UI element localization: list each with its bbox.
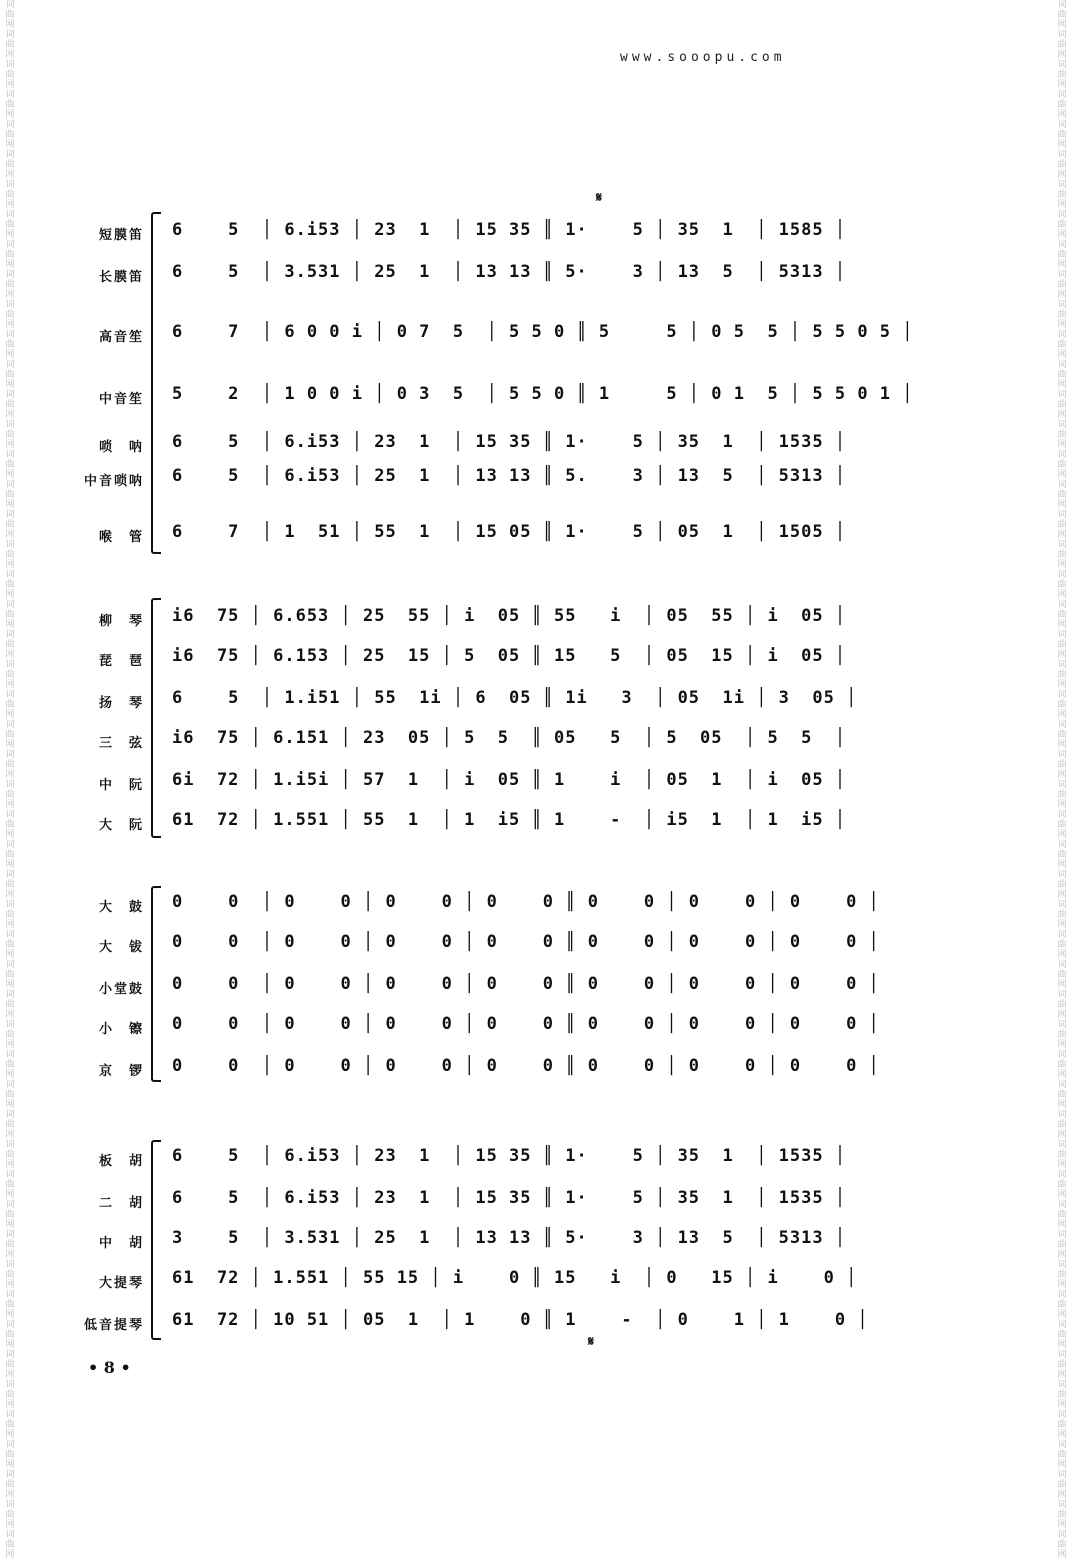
watermark-right: 词曲网词曲网词曲网词曲网词曲网词曲网词曲网词曲网词曲网词曲网词曲网词曲网词曲网词曲网词曲网词曲网词曲网词曲网词曲网词曲网词曲网词曲网词曲网词曲网词曲网词曲网词曲网词曲网词曲网词曲网词曲网词曲网词曲网词曲网词曲网词曲网词曲网词曲网词曲网词曲网词曲网词曲网词曲网词曲网词曲网词曲网词曲网词曲网词曲网词曲网词曲网词曲网: [1057, 0, 1067, 1560]
instrument-label: 喉 管: [98, 530, 144, 545]
instrument-label: 京 锣: [98, 1064, 144, 1079]
staff-notes: 0 0 │ 0 0 │ 0 0 │ 0 0 ║ 0 0 │ 0 0 │ 0 0 │: [172, 1056, 880, 1076]
instrument-label: 柳 琴: [98, 614, 144, 629]
staff-row: [0, 928, 1074, 962]
staff-row: [0, 1184, 1074, 1218]
instrument-label: 短膜笛: [98, 228, 144, 243]
staff-row: [0, 1306, 1074, 1340]
staff-notes: 6 5 │ 6.i53 │ 23 1 │ 15 35 ║ 1· 5 │ 35 1 │ 1535 │: [172, 1188, 847, 1208]
instrument-label: 中 胡: [98, 1236, 144, 1251]
staff-row: [0, 258, 1074, 292]
staff-notes: 61 72 │ 1.551 │ 55 1 │ 1 i5 ║ 1 - │ i5 1 │ 1 i5 │: [172, 810, 847, 830]
staff-row: [0, 806, 1074, 840]
staff-notes: 6 5 │ 6.i53 │ 25 1 │ 13 13 ║ 5. 3 │ 13 5 │ 5313 │: [172, 466, 847, 486]
instrument-label: 唢 呐: [98, 440, 144, 455]
instrument-label: 二 胡: [98, 1196, 144, 1211]
instrument-label: 低音提琴: [83, 1318, 144, 1333]
staff-notes: 6 5 │ 6.i53 │ 23 1 │ 15 35 ║ 1· 5 │ 35 1 │ 1535 │: [172, 1146, 847, 1166]
staff-notes: 61 72 │ 1.551 │ 55 15 │ i 0 ║ 15 i │ 0 15 │ i 0 │: [172, 1268, 858, 1288]
staff-notes: 6 5 │ 3.531 │ 25 1 │ 13 13 ║ 5· 3 │ 13 5 │ 5313 │: [172, 262, 847, 282]
staff-notes: 3 5 │ 3.531 │ 25 1 │ 13 13 ║ 5· 3 │ 13 5 │ 5313 │: [172, 1228, 847, 1248]
instrument-label: 大 钹: [98, 940, 144, 955]
staff-notes: i6 75 │ 6.653 │ 25 55 │ i 05 ║ 55 i │ 05 55 │ i 05 │: [172, 606, 847, 626]
instrument-label: 小堂鼓: [98, 982, 144, 997]
staff-row: [0, 1010, 1074, 1044]
instrument-label: 长膜笛: [98, 270, 144, 285]
watermark-left: 词曲网词曲网词曲网词曲网词曲网词曲网词曲网词曲网词曲网词曲网词曲网词曲网词曲网词曲网词曲网词曲网词曲网词曲网词曲网词曲网词曲网词曲网词曲网词曲网词曲网词曲网词曲网词曲网词曲网词曲网词曲网词曲网词曲网词曲网词曲网词曲网词曲网词曲网词曲网词曲网词曲网词曲网词曲网词曲网词曲网词曲网词曲网词曲网词曲网词曲网词曲网词曲网: [5, 0, 15, 1560]
staff-notes: 61 72 │ 10 51 │ 05 1 │ 1 0 ║ 1 - │ 0 1 │ 1 0 │: [172, 1310, 869, 1330]
instrument-label: 中音唢呐: [83, 474, 144, 489]
instrument-label: 中 阮: [98, 778, 144, 793]
staff-notes: 6 5 │ 1.i51 │ 55 1i │ 6 05 ║ 1i 3 │ 05 1i │ 3 05 │: [172, 688, 858, 708]
staff-row: [0, 970, 1074, 1004]
instrument-label: 大提琴: [98, 1276, 144, 1291]
instrument-label: 高音笙: [98, 330, 144, 345]
staff-row: [0, 1264, 1074, 1298]
staff-notes: 0 0 │ 0 0 │ 0 0 │ 0 0 ║ 0 0 │ 0 0 │ 0 0 │: [172, 932, 880, 952]
staff-row: [0, 766, 1074, 800]
staff-row: [0, 724, 1074, 758]
staff-row: [0, 642, 1074, 676]
instrument-label: 三 弦: [98, 736, 144, 751]
staff-row: [0, 380, 1074, 414]
staff-row: [0, 1224, 1074, 1258]
segno-top: 𝄋: [596, 190, 603, 206]
staff-row: [0, 684, 1074, 718]
instrument-label: 琵 琶: [98, 654, 144, 669]
staff-row: [0, 1052, 1074, 1086]
instrument-label: 中音笙: [98, 392, 144, 407]
instrument-label: 大 阮: [98, 818, 144, 833]
segno-bottom: 𝄋: [588, 1334, 595, 1350]
staff-notes: 0 0 │ 0 0 │ 0 0 │ 0 0 ║ 0 0 │ 0 0 │ 0 0 │: [172, 1014, 880, 1034]
staff-notes: 6i 72 │ 1.i5i │ 57 1 │ i 05 ║ 1 i │ 05 1 │ i 05 │: [172, 770, 847, 790]
staff-notes: 6 5 │ 6.i53 │ 23 1 │ 15 35 ║ 1· 5 │ 35 1 │ 1535 │: [172, 432, 847, 452]
page-number: • 8 •: [88, 1358, 131, 1377]
staff-row: [0, 1142, 1074, 1176]
staff-row: [0, 462, 1074, 496]
staff-notes: i6 75 │ 6.151 │ 23 05 │ 5 5 ║ 05 5 │ 5 05 │ 5 5 │: [172, 728, 847, 748]
instrument-label: 小 镲: [98, 1022, 144, 1037]
staff-notes: 0 0 │ 0 0 │ 0 0 │ 0 0 ║ 0 0 │ 0 0 │ 0 0 │: [172, 974, 880, 994]
staff-notes: i6 75 │ 6.153 │ 25 15 │ 5 05 ║ 15 5 │ 05 15 │ i 05 │: [172, 646, 847, 666]
staff-notes: 6 5 │ 6.i53 │ 23 1 │ 15 35 ║ 1· 5 │ 35 1 │ 1585 │: [172, 220, 847, 240]
staff-notes: 0 0 │ 0 0 │ 0 0 │ 0 0 ║ 0 0 │ 0 0 │ 0 0 │: [172, 892, 880, 912]
staff-row: [0, 602, 1074, 636]
staff-row: [0, 888, 1074, 922]
site-url: www.sooopu.com: [620, 50, 786, 65]
instrument-label: 扬 琴: [98, 696, 144, 711]
staff-notes: 6 7 │ 6 0 0 i │ 0 7 5 │ 5 5 0 ║ 5 5 │ 0 5 5 │ 5 5 0 5 │: [172, 322, 914, 342]
staff-row: [0, 318, 1074, 352]
staff-row: [0, 216, 1074, 250]
staff-notes: 6 7 │ 1 51 │ 55 1 │ 15 05 ║ 1· 5 │ 05 1 │ 1505 │: [172, 522, 847, 542]
staff-row: [0, 518, 1074, 552]
staff-row: [0, 428, 1074, 462]
instrument-label: 板 胡: [98, 1154, 144, 1169]
instrument-label: 大 鼓: [98, 900, 144, 915]
staff-notes: 5 2 │ 1 0 0 i │ 0 3 5 │ 5 5 0 ║ 1 5 │ 0 1 5 │ 5 5 0 1 │: [172, 384, 914, 404]
